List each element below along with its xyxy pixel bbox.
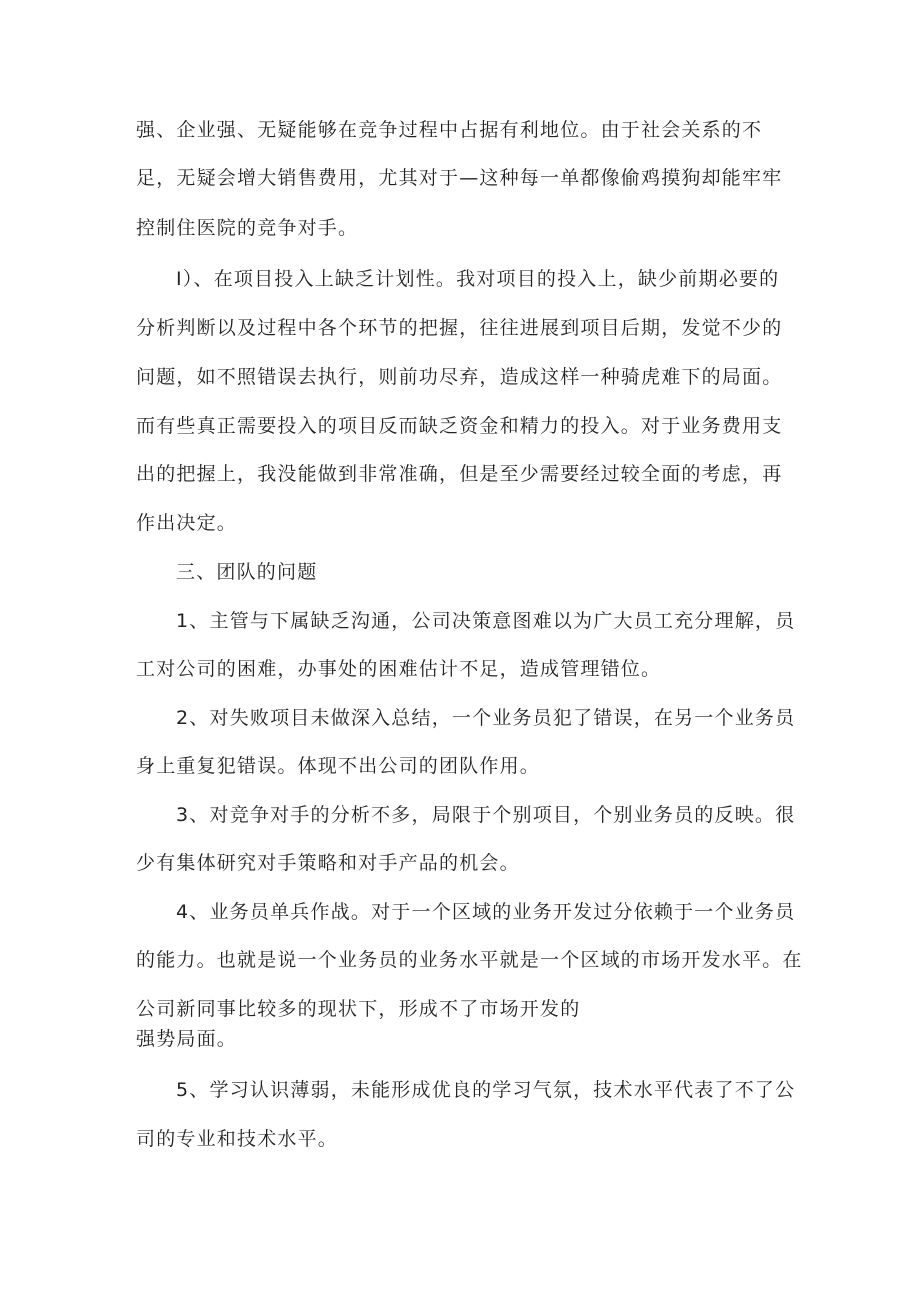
- text-line: 少有集体研究对手策略和对手产品的机会。: [136, 852, 520, 874]
- text-line: 公司新同事比较多的现状下，形成不了市场开发的: [136, 998, 581, 1020]
- paragraph-first-line: 5、学习认识薄弱，未能形成优良的学习气氛，技术水平代表了不了公: [176, 1079, 796, 1101]
- text-line: 而有些真正需要投入的项目反而缺乏资金和精力的投入。对于业务费用支: [136, 415, 783, 437]
- text-line: 的能力。也就是说一个业务员的业务水平就是一个区域的市场开发水平。在: [136, 949, 803, 971]
- text-line: 强势局面。: [136, 1028, 238, 1050]
- text-line: 分析判断以及过程中各个环节的把握，往往进展到项目后期，发觉不少的: [136, 317, 783, 339]
- section-heading: 三、团队的问题: [176, 561, 318, 583]
- text-line: 强、企业强、无疑能够在竞争过程中占据有利地位。由于社会关系的不: [136, 119, 763, 141]
- text-line: 控制住医院的竞争对手。: [136, 217, 359, 239]
- paragraph-first-line: 3、对竞争对手的分析不多，局限于个别项目，个别业务员的反映。很: [176, 804, 796, 826]
- text-line: 作出决定。: [136, 512, 238, 534]
- paragraph-first-line: 1、主管与下属缺乏沟通，公司决策意图难以为广大员工充分理解，员: [176, 610, 796, 632]
- paragraph-first-line: 4、业务员单兵作战。对于一个区域的业务开发过分依赖于一个业务员: [176, 901, 796, 923]
- text-line: 足，无疑会增大销售费用，尤其对于—这种每一单都像偷鸡摸狗却能牢牢: [136, 167, 783, 189]
- text-line: 工对公司的困难，办事处的困难估计不足，造成管理错位。: [136, 658, 662, 680]
- text-line: 问题，如不照错误去执行，则前功尽弃，造成这样一种骑虎难下的局面。: [136, 366, 783, 388]
- text-line: 出的把握上，我没能做到非常准确，但是至少需要经过较全面的考虑，再: [136, 463, 783, 485]
- paragraph-first-line: 2、对失败项目未做深入总结，一个业务员犯了错误，在另一个业务员: [176, 707, 796, 729]
- text-line: 司的专业和技术水平。: [136, 1128, 339, 1150]
- paragraph-first-line: I）、在项目投入上缺乏计划性。我对项目的投入上，缺少前期必要的: [176, 268, 780, 290]
- text-line: 身上重复犯错误。体现不出公司的团队作用。: [136, 755, 541, 777]
